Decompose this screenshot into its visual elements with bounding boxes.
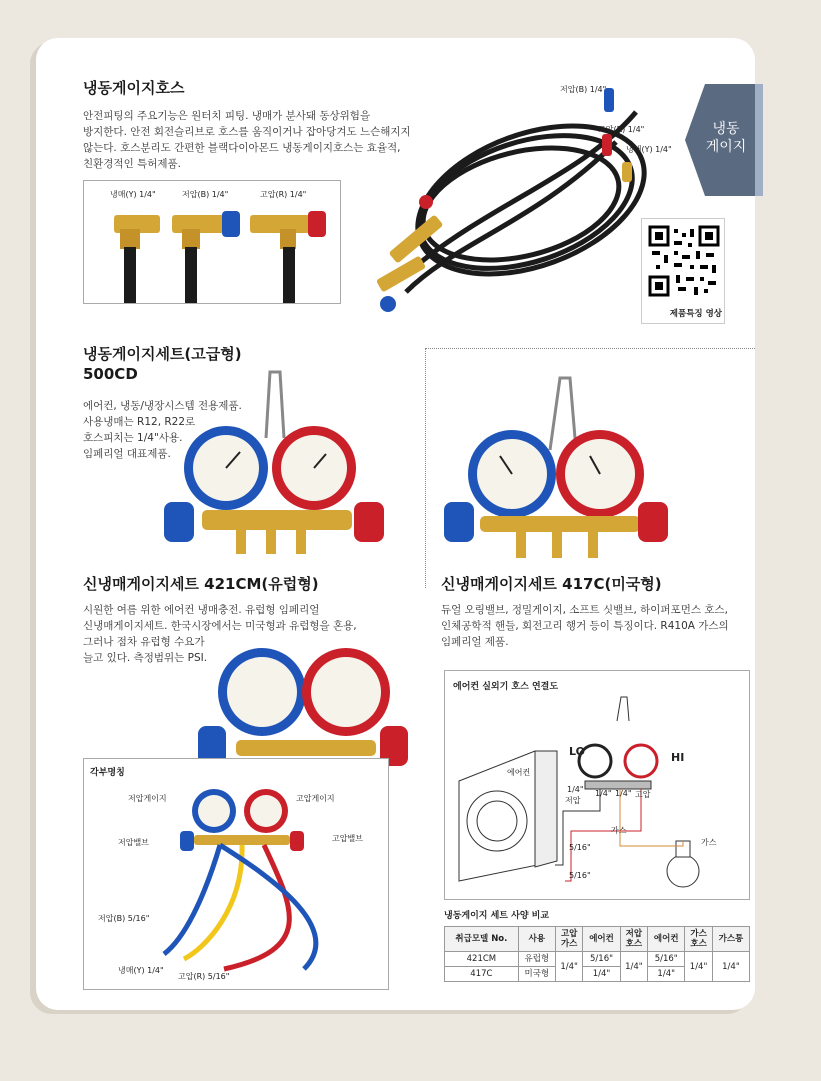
diagram-high: 고압 [635,790,651,799]
c417-gauge-set-illustration [440,374,670,574]
qr-code-icon [648,225,720,297]
parts-names-box [83,758,389,990]
parts-illustration [144,779,374,979]
spec-h-gashose: 가스 호스 [685,927,713,952]
spec-h-lowhose: 저압 호스 [620,927,648,952]
diagram-s516b: 5/16" [569,871,591,880]
table-row: 421CM 유럽형 1/4" 5/16" 1/4" 5/16" 1/4" 1/4" [445,952,750,967]
part-low-valve: 저압밸브 [118,838,149,847]
hose-coil-illustration [336,82,656,312]
connection-diagram-box [444,670,750,900]
hose-big-label-y: 냉매(Y) 1/4" [626,145,672,154]
qr-caption: 제품특징 영상 [669,309,722,319]
cd500-title-line2: 500CD [83,365,138,383]
hose-description: 안전피팅의 주요기능은 원터치 피팅. 냉매가 분사돼 동상위험을 방지한다. 안전 회전슬리브로 호스를 움직이거나 잡아당겨도 느슨해지지 않는다. 호스분리도 간편한 블랙다이아몬드 냉동게이지호스는 효율적, 친환경적인 특허제품. [83,110,411,170]
part-high-hose: 고압(R) 5/16" [178,972,230,981]
c417-description: 듀얼 오링밸브, 정밀게이지, 소프트 싯밸브, 하이퍼포먼스 호스, 인체공학적 핸들, 회전고리 행거 등이 특징이다. R410A 가스의 임페리얼 제품. [441,604,729,648]
diagram-ac: 에어컨 [507,768,531,777]
category-tab[interactable] [685,84,763,196]
diagram-gas1: 가스 [611,826,627,835]
fittings-illustration [84,199,340,303]
section-divider-vertical [425,348,426,588]
part-high-valve: 고압밸브 [332,834,363,843]
spec-header-row [445,927,750,952]
cd500-description: 에어컨, 냉동/냉장시스템 전용제품. 사용냉매는 R12, R22로 호스피치는 1/4"사용. 임페리얼 대표제품. [83,400,242,460]
cm421-description: 시원한 여름 위한 에어컨 냉매충전. 유럽형 임페리얼 신냉매게이지세트. 한국시장에서는 미국형과 유럽형을 혼용, 그러나 점차 유럽형 수요가 늘고 있다. 측정범위는 PSI. [83,604,357,664]
diagram-s516a: 5/16" [569,843,591,852]
spec-h-ac2: 에어컨 [648,927,685,952]
spec-h-use: 사용 [518,927,555,952]
part-low-hose: 저압(B) 5/16" [98,914,150,923]
c417-title: 신냉매게이지세트 417C(미국형) [441,575,662,593]
diagram-q14a: 1/4" [567,785,584,794]
parts-title: 각부명칭 [90,768,125,778]
tab-label: 냉동 게이지 [705,121,747,155]
diagram-q14b: 1/4" [595,789,612,798]
hose-title: 냉동게이지호스 [83,79,185,97]
spec-h-model: 취급모델 No. [445,927,519,952]
spec-h-ac1: 에어컨 [583,927,620,952]
section-divider-horizontal [425,348,755,349]
fitting-label-y: 냉매(Y) 1/4" [110,190,156,199]
diagram-gas2: 가스 [701,838,717,847]
diagram-low: 저압 [565,796,581,805]
part-low-gauge: 저압게이지 [128,794,167,803]
cm421-title: 신냉매게이지세트 421CM(유럽형) [83,575,319,593]
diagram-hi: HI [671,751,685,764]
diagram-lo: LO [569,745,585,758]
fitting-label-b: 저압(B) 1/4" [182,190,229,199]
spec-h-tank: 가스통 [712,927,749,952]
cd500-title-line1: 냉동게이지세트(고급형) [83,345,242,363]
spec-h-highgas: 고압 가스 [555,927,583,952]
hose-big-label-r: 고압(R) 1/4" [598,125,645,134]
diagram-title: 에어컨 실외기 호스 연결도 [453,682,559,692]
spec-table [444,926,750,982]
cd500-gauge-set-illustration [162,368,386,558]
part-high-gauge: 고압게이지 [296,794,335,803]
hose-big-label-b: 저압(B) 1/4" [560,85,607,94]
spec-title: 냉동게이지 세트 사양 비교 [444,911,550,921]
fitting-label-r: 고압(R) 1/4" [260,190,307,199]
diagram-q14c: 1/4" [615,789,632,798]
qr-code-box[interactable] [641,218,725,324]
page-card [36,38,755,1010]
fittings-image-box [83,180,341,304]
part-refrigerant-hose: 냉매(Y) 1/4" [118,966,164,975]
table-row: 417C 미국형 1/4" 1/4" [445,967,750,982]
